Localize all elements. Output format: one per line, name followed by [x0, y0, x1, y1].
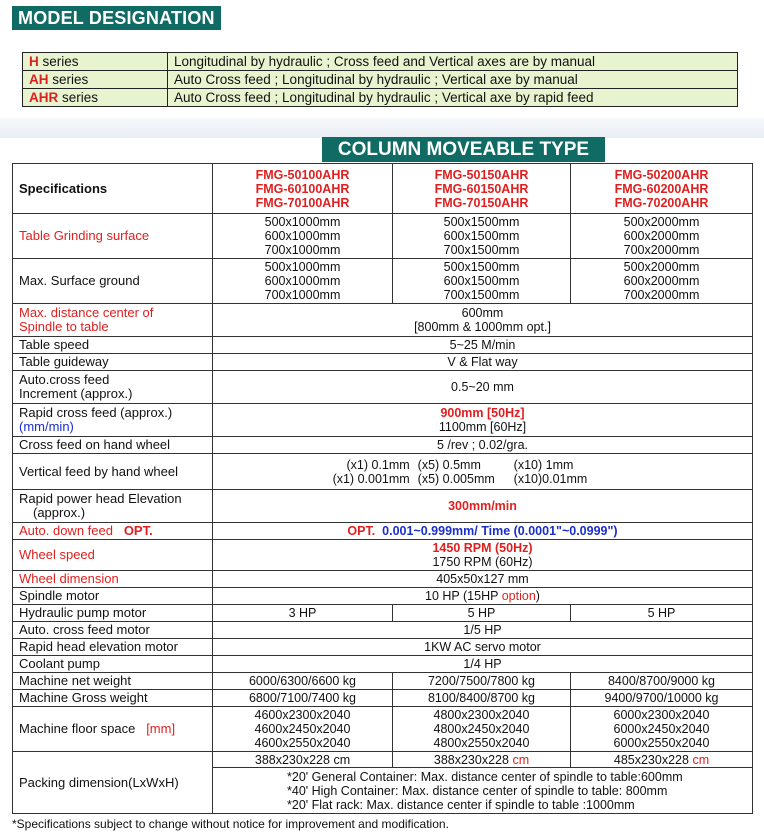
auto-down-row: [13, 523, 753, 540]
hydraulic-pump-row: Hydraulic pump motor 3 HP 5 HP 5 HP: [13, 605, 753, 622]
footnote: *Specifications subject to change without notice for improvement and modification.: [12, 817, 449, 831]
coolant-pump-label: Coolant pump: [13, 656, 213, 673]
floor-space-row: Machine floor space [mm] 4600x2300x2040 4600x2450x2040 4600x2550x2040 4800x2300x2040 4800x2450x2040 4800x2550x2040 6000x2300x2040 6000x2450x2040 6000x2550x2040: [13, 707, 753, 752]
cross-hand-label: Cross feed on hand wheel: [13, 437, 213, 454]
series-table: [22, 52, 738, 107]
spec-header-row: [13, 164, 753, 214]
series-code: AHR: [29, 90, 59, 105]
cross-hand-row: [13, 437, 753, 454]
model-code: FMG-70100AHR: [255, 195, 350, 210]
auto-cross-motor-row: [13, 622, 753, 639]
model-group-100: [213, 164, 393, 214]
net-weight-label: Machine net weight: [13, 673, 213, 690]
coolant-pump-value: 1/4 HP: [213, 656, 753, 673]
cross-hand-value: 5 /rev ; 0.02/gra.: [213, 437, 753, 454]
rapid-power-row: [13, 490, 753, 523]
auto-cross-motor-label: Auto. cross feed motor: [13, 622, 213, 639]
max-surface-label: Max. Surface ground: [13, 259, 213, 304]
series-desc: Auto Cross feed ; Longitudinal by hydraulic ; Vertical axe by rapid feed: [168, 89, 738, 107]
background-band: [0, 118, 764, 138]
floor-space-label: Machine floor space [mm]: [13, 707, 213, 752]
rapid-power-label: Rapid power head Elevation (approx.): [13, 490, 213, 523]
packing-label: Packing dimension(LxWxH): [13, 752, 213, 814]
wheel-dimension-row: [13, 571, 753, 588]
table-speed-value: 5~25 M/min: [213, 337, 753, 354]
hydraulic-pump-label: Hydraulic pump motor: [13, 605, 213, 622]
max-surface-row: Max. Surface ground 500x1000mm 600x1000mm 700x1000mm 500x1500mm 600x1500mm 700x1500mm 500x2000mm 600x2000mm 700x2000mm: [13, 259, 753, 304]
series-row-ah: [23, 71, 738, 89]
gross-weight-label: Machine Gross weight: [13, 690, 213, 707]
model-code: FMG-50150AHR: [434, 167, 529, 182]
wheel-dimension-label: Wheel dimension: [13, 571, 213, 588]
model-group-200: [571, 164, 753, 214]
auto-down-value: OPT. 0.001~0.999mm/ Time (0.0001"~0.0999"): [213, 523, 753, 540]
coolant-pump-row: [13, 656, 753, 673]
spec-table: [12, 163, 753, 814]
model-code: FMG-50100AHR: [255, 167, 350, 182]
rapid-head-motor-label: Rapid head elevation motor: [13, 639, 213, 656]
series-suffix: series: [48, 72, 89, 87]
model-code: FMG-60200AHR: [614, 181, 709, 196]
spindle-motor-label: Spindle motor: [13, 588, 213, 605]
auto-cross-label: Auto.cross feed Increment (approx.): [13, 371, 213, 404]
column-moveable-title: COLUMN MOVEABLE TYPE: [322, 137, 605, 162]
packing-dims-row: Packing dimension(LxWxH) 388x230x228 cm 388x230x228 cm 485x230x228 cm: [13, 752, 753, 768]
vertical-hand-label: Vertical feed by hand wheel: [13, 454, 213, 490]
model-group-150: [393, 164, 571, 214]
table-grinding-row: Table Grinding surface 500x1000mm 600x1000mm 700x1000mm 500x1500mm 600x1500mm 700x1500mm 500x2000mm 600x2000mm 700x2000mm: [13, 214, 753, 259]
series-desc: Longitudinal by hydraulic ; Cross feed and Vertical axes are by manual: [168, 53, 738, 71]
series-row-ahr: [23, 89, 738, 107]
rapid-head-motor-value: 1KW AC servo motor: [213, 639, 753, 656]
wheel-speed-row: [13, 540, 753, 571]
spec-header-label: Specifications: [13, 164, 213, 214]
auto-cross-value: 0.5~20 mm: [213, 371, 753, 404]
rapid-cross-label: Rapid cross feed (approx.) (mm/min): [13, 404, 213, 437]
gross-weight-row: Machine Gross weight 6800/7100/7400 kg 8100/8400/8700 kg 9400/9700/10000 kg: [13, 690, 753, 707]
model-code: FMG-60100AHR: [255, 181, 350, 196]
series-suffix: series: [58, 90, 99, 105]
table-guideway-value: V & Flat way: [213, 354, 753, 371]
auto-down-label: Auto. down feed OPT.: [13, 523, 213, 540]
model-code: FMG-70200AHR: [614, 195, 709, 210]
max-distance-row: [13, 304, 753, 337]
table-guideway-row: [13, 354, 753, 371]
auto-cross-motor-value: 1/5 HP: [213, 622, 753, 639]
model-code: FMG-50200AHR: [614, 167, 709, 182]
max-distance-label: Max. distance center of Spindle to table: [13, 304, 213, 337]
model-code: FMG-60150AHR: [434, 181, 529, 196]
table-grinding-label: Table Grinding surface: [13, 214, 213, 259]
table-speed-label: Table speed: [13, 337, 213, 354]
wheel-speed-label: Wheel speed: [13, 540, 213, 571]
table-guideway-label: Table guideway: [13, 354, 213, 371]
vertical-hand-value: (x1) 0.1mm (x5) 0.5mm (x10) 1mm (x1) 0.001mm (x5) 0.005mm (x10)0.01mm: [213, 454, 753, 490]
rapid-head-motor-row: [13, 639, 753, 656]
rapid-cross-row: [13, 404, 753, 437]
series-code: AH: [29, 72, 49, 87]
rapid-power-value: 300mm/min: [213, 490, 753, 523]
net-weight-row: Machine net weight 6000/6300/6600 kg 7200/7500/7800 kg 8400/8700/9000 kg: [13, 673, 753, 690]
auto-cross-row: [13, 371, 753, 404]
rapid-cross-value: 900mm [50Hz] 1100mm [60Hz]: [213, 404, 753, 437]
max-distance-value: 600mm [800mm & 1000mm opt.]: [213, 304, 753, 337]
model-designation-title: MODEL DESIGNATION: [12, 6, 221, 30]
packing-notes: *20' General Container: Max. distance center of spindle to table:600mm *40' High Container: Max. distance center of spindle to table: 800mm *20' Flat rack: Max. distance center if spindle to table :1000mm: [213, 768, 753, 814]
vertical-hand-row: [13, 454, 753, 490]
wheel-dimension-value: 405x50x127 mm: [213, 571, 753, 588]
series-desc: Auto Cross feed ; Longitudinal by hydraulic ; Vertical axe by manual: [168, 71, 738, 89]
series-code: H: [29, 54, 39, 69]
model-code: FMG-70150AHR: [434, 195, 529, 210]
table-speed-row: [13, 337, 753, 354]
spindle-motor-value: 10 HP (15HP option): [213, 588, 753, 605]
series-suffix: series: [38, 54, 79, 69]
series-row-h: [23, 53, 738, 71]
wheel-speed-value: 1450 RPM (50Hz) 1750 RPM (60Hz): [213, 540, 753, 571]
spindle-motor-row: [13, 588, 753, 605]
